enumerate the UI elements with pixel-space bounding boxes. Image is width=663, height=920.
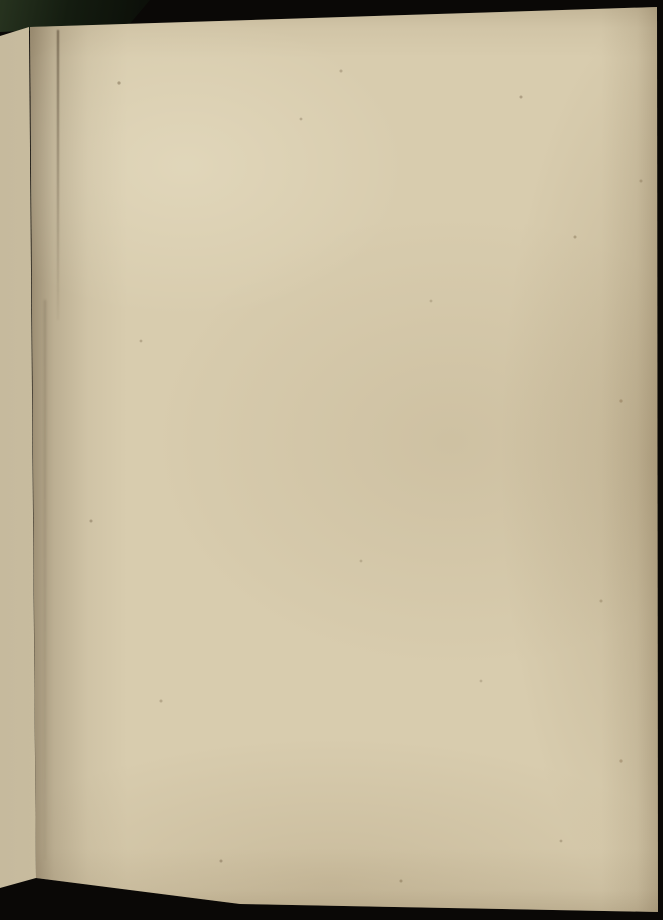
gutter-fold-line-faint <box>44 300 46 860</box>
gutter-fold-line <box>57 30 59 320</box>
